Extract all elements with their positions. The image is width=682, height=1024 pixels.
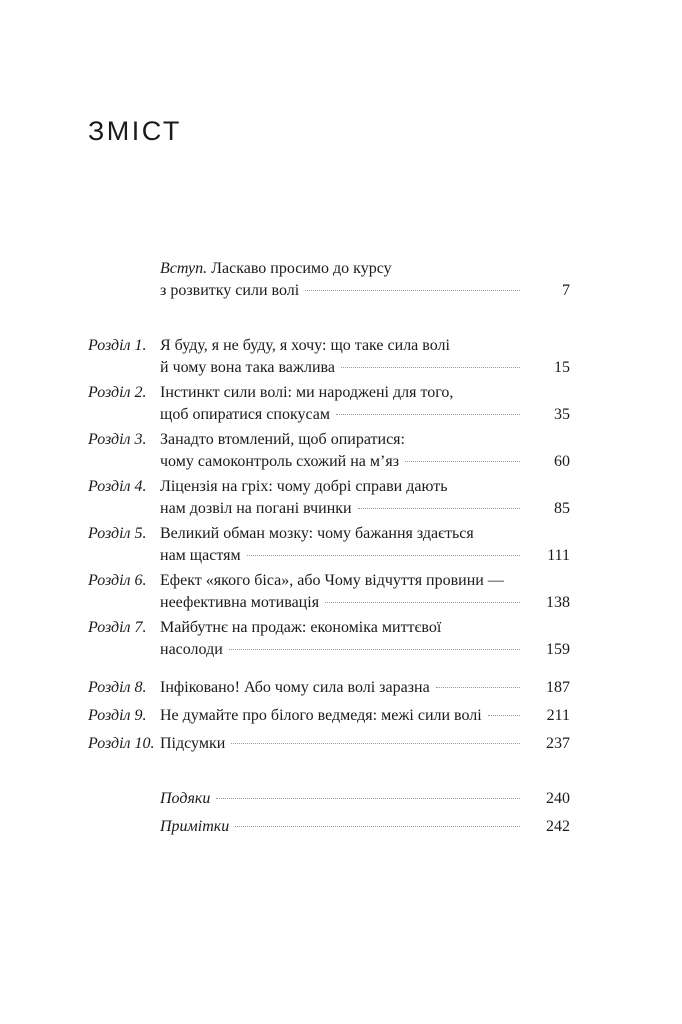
toc-chapter-label: Розділ 7. <box>88 619 147 636</box>
dot-leader <box>216 797 520 799</box>
toc-chapter-label: Розділ 6. <box>88 572 147 589</box>
toc-page-number: 211 <box>546 707 570 724</box>
toc-entry-title-line1: Майбутнє на продаж: економіка миттєвої <box>160 619 442 636</box>
toc-chapter-label: Розділ 2. <box>88 384 147 401</box>
toc-entry-text <box>160 617 520 661</box>
toc-entry-title-line1: Інфіковано! Або чому сила волі заразна <box>160 679 430 696</box>
dot-leader <box>436 686 520 688</box>
toc-entry-title-line2: й чому вона така важлива <box>160 359 335 376</box>
toc-entry-title-line2: з розвитку сили волі <box>160 282 300 299</box>
toc-entry-title-line2: чому самоконтроль схожий на м’яз <box>160 453 400 470</box>
toc-page-number: 242 <box>546 818 570 835</box>
dot-leader <box>229 648 520 650</box>
toc-page-number: 85 <box>554 500 570 517</box>
toc-page-number: 7 <box>562 282 570 299</box>
toc-chapter-label: Розділ 4. <box>88 478 147 495</box>
toc-entry-text <box>160 335 520 379</box>
toc-entry-title-line2: нам щастям <box>160 547 241 564</box>
toc-entry-title-line2: неефективна мотивація <box>160 594 320 611</box>
toc-entry-title-line1: Інстинкт сили волі: ми народжені для того, <box>160 384 454 401</box>
toc-page-number: 138 <box>546 594 570 611</box>
toc-entry-title-line2: нам дозвіл на погані вчинки <box>160 500 352 517</box>
dot-leader <box>231 742 520 744</box>
toc-chapter-label: Розділ 3. <box>88 431 147 448</box>
page-title: ЗМІСТ <box>88 116 182 146</box>
toc-entry-text <box>160 816 520 838</box>
dot-leader <box>405 460 520 462</box>
toc-entry-text <box>160 382 520 426</box>
toc-chapter-label: Розділ 10. <box>88 735 155 752</box>
toc-page-number: 60 <box>554 453 570 470</box>
dot-leader <box>235 825 520 827</box>
toc-entry-text <box>160 258 520 302</box>
toc-page-number: 15 <box>554 359 570 376</box>
toc-entry-title-line1: Підсумки <box>160 735 226 752</box>
dot-leader <box>358 507 520 509</box>
toc-entry-text <box>160 523 520 567</box>
toc-entry-title-line1: Великий обман мозку: чому бажання здається <box>160 525 474 542</box>
toc-entry-text <box>160 429 520 473</box>
toc-entry-text <box>160 570 520 614</box>
toc-entry-title-line2: щоб опиратися спокусам <box>160 406 331 423</box>
toc-page-number: 237 <box>546 735 570 752</box>
toc-entry-title-line1: Занадто втомлений, щоб опиратися: <box>160 431 405 448</box>
toc-entry-text <box>160 705 520 727</box>
dot-leader <box>247 554 520 556</box>
toc-entry-title-line1: Примітки <box>160 818 230 835</box>
toc-entry-title-line1: Ліцензія на гріх: чому добрі справи дають <box>160 478 448 495</box>
toc-entry-title-line1: Ласкаво просимо до курсу <box>211 260 392 277</box>
toc-entry-text <box>160 476 520 520</box>
toc-entry-text <box>160 677 520 699</box>
toc-entry-title-line1: Ефект «якого біса», або Чому відчуття провини — <box>160 572 504 589</box>
dot-leader <box>341 366 520 368</box>
toc-page-number: 187 <box>546 679 570 696</box>
toc-page-number: 240 <box>546 790 570 807</box>
dot-leader <box>488 714 520 716</box>
toc-page-number: 111 <box>547 547 570 564</box>
toc-chapter-label: Розділ 1. <box>88 337 147 354</box>
dot-leader <box>336 413 520 415</box>
toc-chapter-label: Розділ 5. <box>88 525 147 542</box>
toc-page-number: 159 <box>546 641 570 658</box>
toc-entry-title-line1: Я буду, я не буду, я хочу: що таке сила волі <box>160 337 450 354</box>
toc-chapter-label: Розділ 8. <box>88 679 147 696</box>
toc-entry-label: Вступ. <box>160 260 208 277</box>
toc-entry-text <box>160 788 520 810</box>
toc-chapter-label: Розділ 9. <box>88 707 147 724</box>
toc-entry-text <box>160 733 520 755</box>
toc-page-number: 35 <box>554 406 570 423</box>
toc-entry-title-line1: Не думайте про білого ведмедя: межі сили волі <box>160 707 482 724</box>
dot-leader <box>325 601 520 603</box>
toc-entry-title-line2: насолоди <box>160 641 223 658</box>
dot-leader <box>305 289 520 291</box>
toc-entry-title-line1: Подяки <box>160 790 211 807</box>
